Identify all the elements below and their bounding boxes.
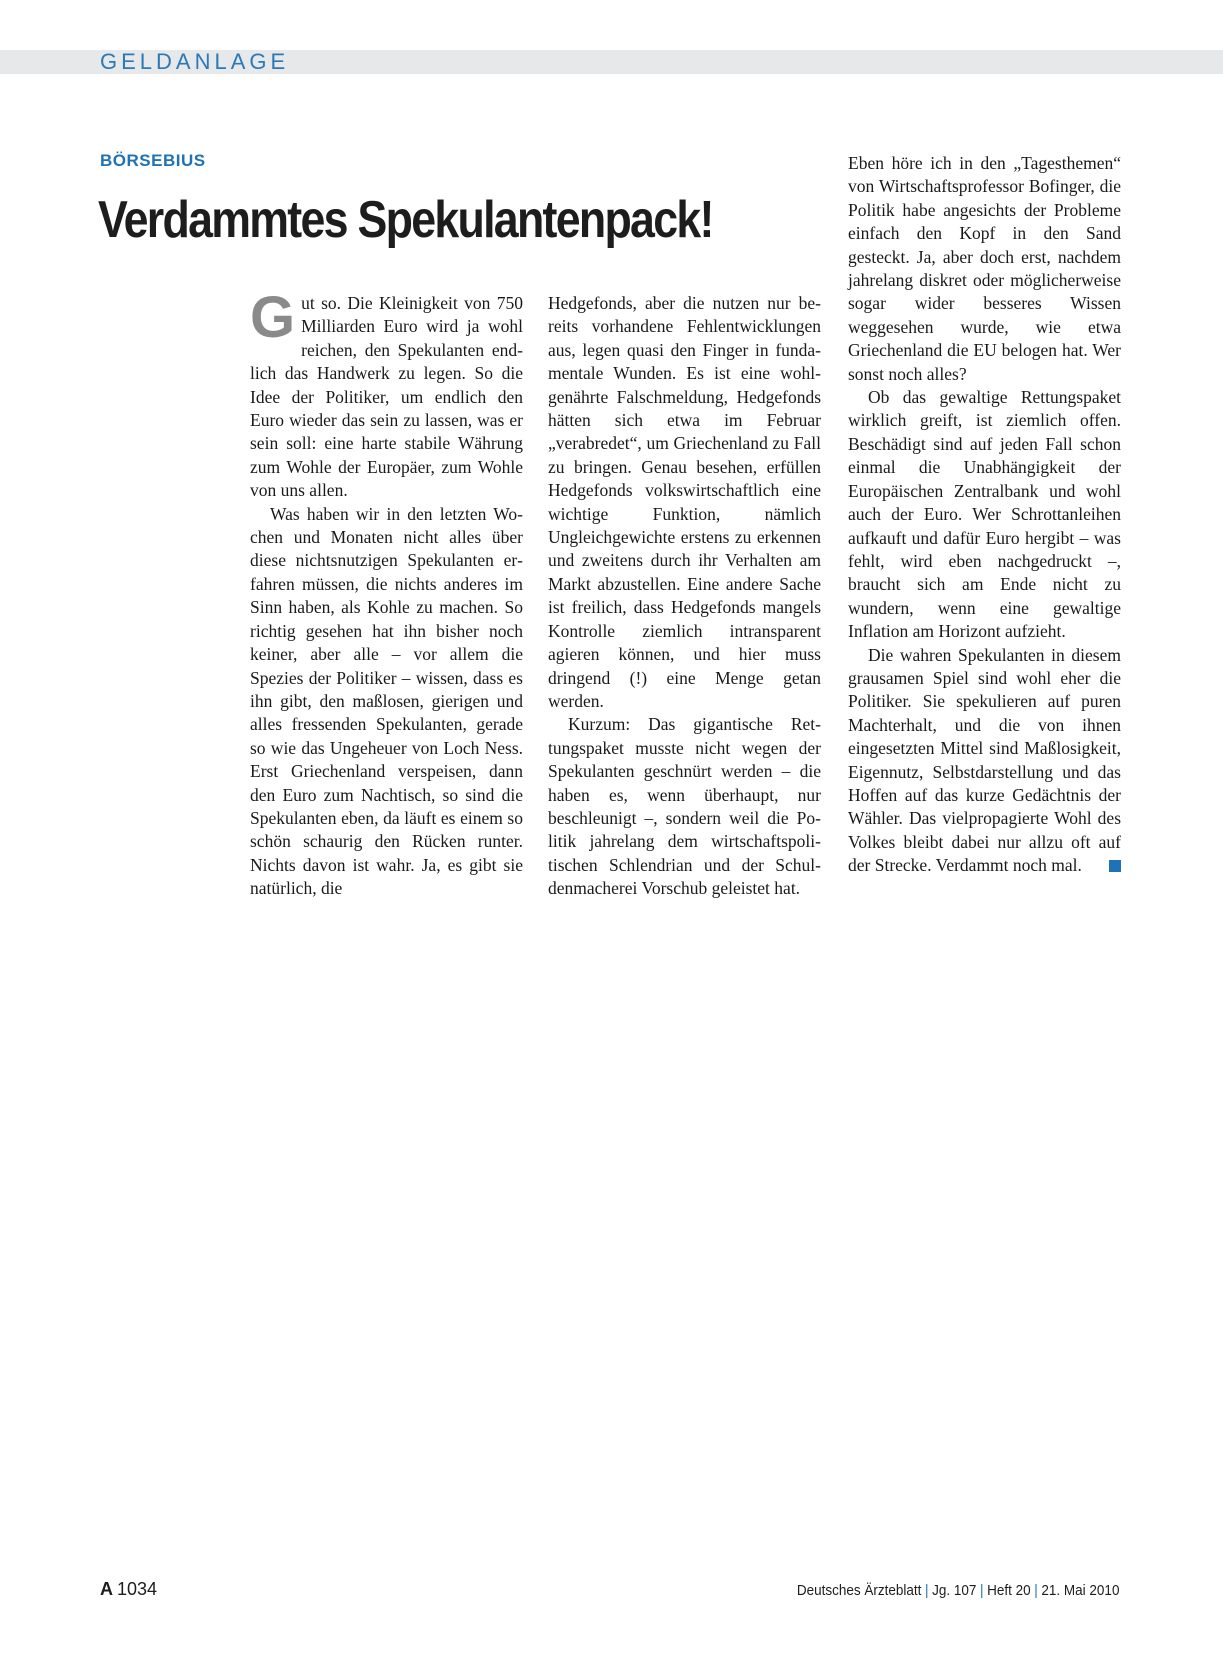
journal-footer [796, 1582, 1119, 1599]
page-number [100, 1579, 157, 1600]
end-of-article-square-icon [1109, 860, 1121, 872]
paragraph: Eben höre ich in den „Tagesthemen“ von Wirtschaftsprofessor Bofinger, die Politik habe angesichts der Probleme einfach den Kopf in den Sand gesteckt. Ja, aber doch erst, nachdem jahrelang diskret oder möglicherweise sogar wider besseres Wissen weggesehen wurde, wie etwa Griechenland die EU belogen hat. Wer sonst noch alles? [848, 153, 1121, 384]
paragraph [250, 285, 523, 503]
journal-name: Deutsches Ärzteblatt [796, 1582, 921, 1599]
paragraph: Kurzum: Das gigantische Rettungspaket musste nicht wegen der Spekulanten geschnürt werden – die haben es, wenn überhaupt, nur beschleunigt –, sondern weil die Politik jahrelang dem wirtschaftspolitischen Schlendrian und der Schuldenmacherei Vorschub geleistet hat. [548, 714, 821, 899]
paragraph-text: Die wahren Spekulanten in diesem grausamen Spiel sind wohl eher die Politiker. Sie spekulieren auf puren Machterhalt, und die von ihnen eingesetzten Mittel sind Maßlosigkeit, Eigennutz, Selbstdarstellung und das Hoffen auf das kurze Gedächtnis der Wähler. Das vielpropagierte Wohl des Volkes bleibt dabei nur allzu oft auf der Strecke. Verdammt noch mal. [848, 644, 1121, 876]
text-column-3 [848, 152, 1121, 878]
paragraph: Was haben wir in den letzten Wochen und Monaten nicht alles über diese nichtsnutzigen Spekulanten erfahren müssen, die nichts anderes im Sinn haben, als Kohle zu machen. So richtig gesehen hat ihn bisher noch keiner, aber alle – vor allem die Spezies der Politiker – wissen, dass es ihn gibt, den maßlosen, gierigen und alles fressenden Spekulanten, gerade so wie das Ungeheuer von Loch Ness. Erst Griechenland verspeisen, dann den Euro zum Nachtisch, so sind die Spekulanten eben, da läuft es einem so schön schaurig den Rücken runter. Nichts davon ist wahr. Ja, es gibt sie natürlich, die [250, 503, 523, 899]
paragraph: Ob das gewaltige Rettungspaket wirklich greift, ist ziemlich offen. Beschädigt sind auf jeden Fall schon einmal die Unabhängigkeit der Europäischen Zentralbank und wohl auch der Euro. Wer Schrottanleihen aufkauft und dafür Euro hergibt – was fehlt, wird eben nachgedruckt –, braucht sich am Ende nicht zu wundern, wenn eine gewaltige Inflation am Horizont aufzieht. [848, 387, 1121, 642]
paragraph-last [848, 644, 1121, 878]
separator: | [979, 1582, 984, 1599]
journal-date: 21. Mai 2010 [1040, 1582, 1119, 1599]
paragraph: Hedgefonds, aber die nutzen nur bereits vorhandene Fehlentwicklungen aus, legen quasi den Finger in fundamentale Wunden. Es ist eine wohlgenährte Falschmeldung, Hedgefonds hätten sich etwa im Februar „verabredet“, um Griechenland zu Fall zu bringen. Genau besehen, erfüllen Hedgefonds volkswirtschaftlich eine wichtige Funktion, nämlich Ungleichgewichte erstens zu erkennen und zweitens durch ihr Verhalten am Markt abzustellen. Eine andere Sache ist freilich, dass Hedgefonds mangels Kontrolle ziemlich intransparent agieren können, und hier muss dringend (!) eine Menge getan werden. [548, 293, 821, 711]
folio-number: 1034 [117, 1579, 158, 1599]
separator: | [1033, 1582, 1038, 1599]
text-column-1 [250, 285, 523, 901]
drop-cap: G [250, 285, 296, 350]
separator: | [924, 1582, 929, 1599]
article-kicker: BÖRSEBIUS [100, 151, 206, 170]
journal-volume: Jg. 107 [931, 1582, 976, 1599]
paragraph-text: ut so. Die Kleinigkeit von 750 Milliarden Euro wird ja wohl reichen, den Spekulanten endlich das Handwerk zu legen. So die Idee der Politiker, um endlich den Euro wieder das sein zu lassen, was er sein soll: eine harte stabile Währung zum Wohle der Europäer, zum Wohle von uns allen. [250, 293, 523, 501]
journal-issue: Heft 20 [986, 1582, 1031, 1599]
text-column-2 [548, 292, 821, 901]
section-label: GELDANLAGE [100, 49, 290, 74]
article-title: Verdammtes Spekulantenpack! [98, 191, 713, 249]
folio-prefix: A [100, 1579, 113, 1599]
